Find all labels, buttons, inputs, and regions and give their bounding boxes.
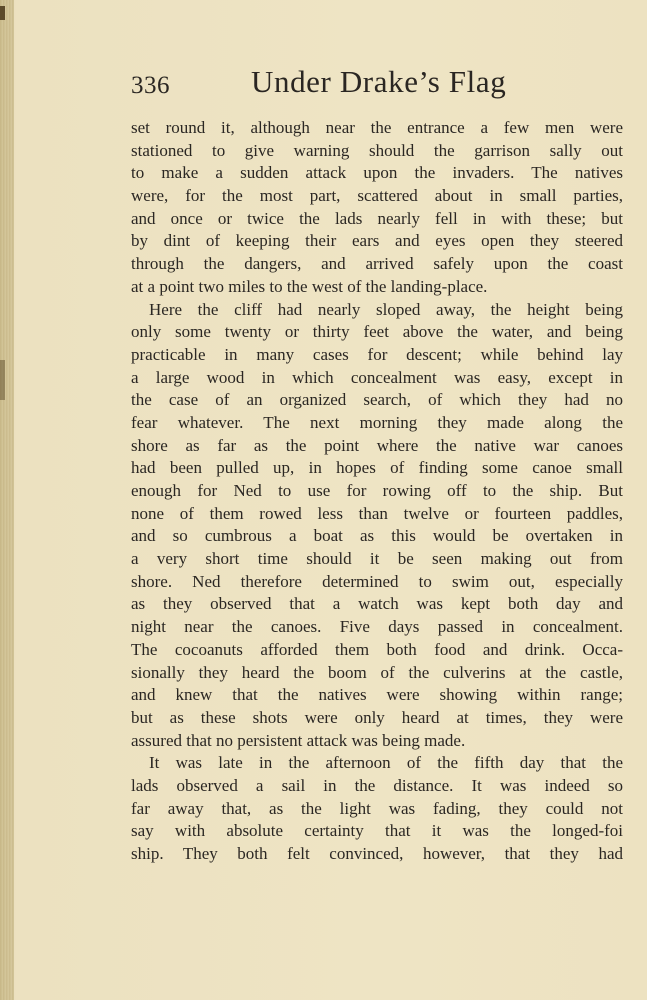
text-line: by dint of keeping their ears and eyes open they steered [131, 231, 623, 251]
page-number: 336 [131, 72, 170, 99]
text-line: to make a sudden attack upon the invaders. The natives [131, 163, 623, 183]
paragraph-start-line: Here the cliff had nearly sloped away, the height being [149, 299, 623, 319]
text-line: assured that no persistent attack was being made. [131, 730, 466, 750]
text-line: practicable in many cases for descent; while behind lay [131, 344, 623, 364]
text-line: stationed to give warning should the garrison sally out [131, 140, 623, 160]
text-line: and so cumbrous a boat as this would be overtaken in [131, 526, 623, 546]
body-text [131, 117, 623, 866]
text-line: at a point two miles to the west of the landing-place. [131, 276, 488, 296]
text-line: but as these shots were only heard at times, they were [131, 707, 623, 727]
text-line: ship. They both felt convinced, however, that they had [131, 844, 623, 863]
text-line: a very short time should it be seen making out from [131, 549, 623, 569]
text-line: enough for Ned to use for rowing off to the ship. But [131, 481, 623, 500]
text-line: fear whatever. The next morning they made along the [131, 412, 623, 432]
text-line: had been pulled up, in hopes of finding some canoe small [131, 458, 623, 478]
text-line: as they observed that a watch was kept both day and [131, 594, 623, 614]
running-title: Under Drake’s Flag [251, 64, 507, 99]
text-line: and once or twice the lads nearly fell in with these; but [131, 208, 623, 228]
text-line: set round it, although near the entrance a few men were [131, 118, 623, 137]
text-line: only some twenty or thirty feet above the water, and being [131, 322, 623, 342]
text-line: say with absolute certainty that it was the longed-foi [131, 821, 623, 841]
text-line: far away that, as the light was fading, they could not [131, 798, 623, 818]
gutter-mark [0, 360, 5, 400]
text-line: and knew that the natives were showing within range; [131, 685, 623, 705]
paragraph-start-line: It was late in the afternoon of the fifth day that the [149, 753, 623, 773]
text-line: none of them rowed less than twelve or fourteen paddles, [131, 503, 623, 523]
text-line: The cocoanuts afforded them both food and drink. Occa- [131, 639, 623, 659]
binding-gutter [0, 0, 14, 1000]
text-line: a large wood in which concealment was easy, except in [131, 367, 623, 387]
gutter-mark [0, 6, 5, 20]
text-line: the case of an organized search, of which they had no [131, 390, 623, 410]
text-line: sionally they heard the boom of the culverins at the castle, [131, 662, 623, 682]
page-header [131, 62, 623, 112]
text-line: through the dangers, and arrived safely upon the coast [131, 254, 623, 274]
text-line: shore. Ned therefore determined to swim out, especially [131, 571, 623, 591]
text-line: shore as far as the point where the native war canoes [131, 435, 623, 455]
text-line: night near the canoes. Five days passed in concealment. [131, 617, 623, 637]
text-line: lads observed a sail in the distance. It was indeed so [131, 775, 623, 795]
text-line: were, for the most part, scattered about in small parties, [131, 186, 623, 206]
